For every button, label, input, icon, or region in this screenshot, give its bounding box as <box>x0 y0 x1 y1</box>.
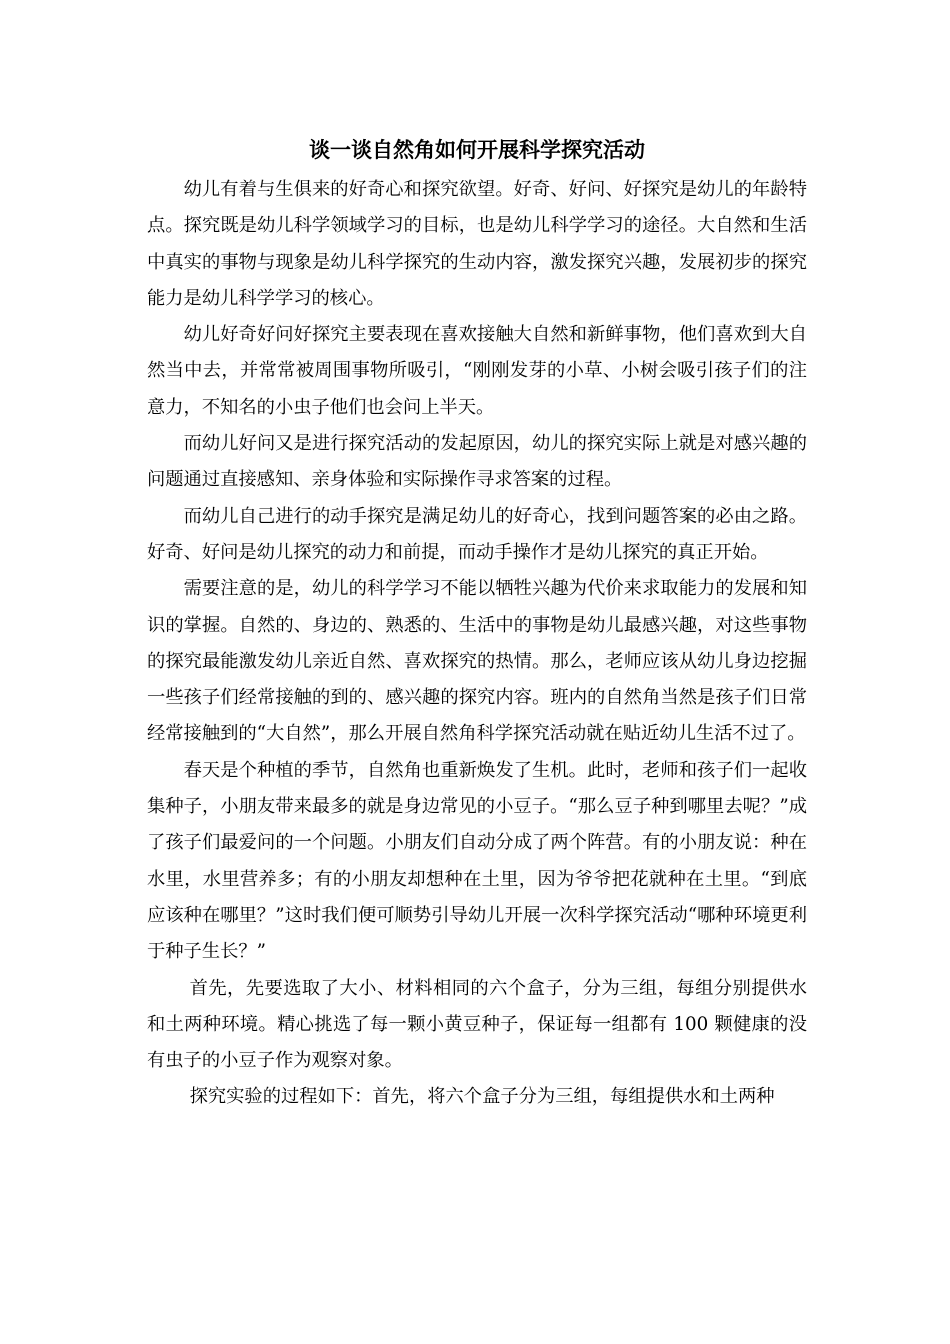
paragraph-6: 春天是个种植的季节，自然角也重新焕发了生机。此时，老师和孩子们一起收集种子，小朋友带来最多的就是身边常见的小豆子。“那么豆子种到哪里去呢？”成了孩子们最爱问的一个问题。小朋友们自动分成了两个阵营。有的小朋友说：种在水里，水里营养多；有的小朋友却想种在土里，因为爷爷把花就种在土里。“到底应该种在哪里？”这时我们便可顺势引导幼儿开展一次科学探究活动“哪种环境更利于种子生长？” <box>147 759 807 963</box>
paragraph-5: 需要注意的是，幼儿的科学学习不能以牺牲兴趣为代价来求取能力的发展和知识的掌握。自然的、身边的、熟悉的、生活中的事物是幼儿最感兴趣，对这些事物的探究最能激发幼儿亲近自然、喜欢探究的热情。那么，老师应该从幼儿身边挖掘一些孩子们经常接触的到的、感兴趣的探究内容。班内的自然角当然是孩子们日常经常接触到的“大自然”，那么开展自然角科学探究活动就在贴近幼儿生活不过了。 <box>147 578 807 745</box>
paragraph-8: 探究实验的过程如下：首先，将六个盒子分为三组，每组提供水和土两种 <box>189 1086 775 1108</box>
paragraph-3: 而幼儿好问又是进行探究活动的发起原因，幼儿的探究实际上就是对感兴趣的问题通过直接感知、亲身体验和实际操作寻求答案的过程。 <box>147 433 807 491</box>
document-title: 谈一谈自然角如何开展科学探究活动 <box>309 137 645 162</box>
paragraph-4: 而幼儿自己进行的动手探究是满足幼儿的好奇心，找到问题答案的必由之路。好奇、好问是幼儿探究的动力和前提，而动手操作才是幼儿探究的真正开始。 <box>147 505 807 563</box>
document-body <box>147 172 807 1116</box>
paragraph-1: 幼儿有着与生俱来的好奇心和探究欲望。好奇、好问、好探究是幼儿的年龄特点。探究既是幼儿科学领域学习的目标，也是幼儿科学学习的途径。大自然和生活中真实的事物与现象是幼儿科学探究的生动内容，激发探究兴趣，发展初步的探究能力是幼儿科学学习的核心。 <box>147 179 807 309</box>
paragraph-2: 幼儿好奇好问好探究主要表现在喜欢接触大自然和新鲜事物，他们喜欢到大自然当中去，并常常被周围事物所吸引，“刚刚发芽的小草、小树会吸引孩子们的注意力，不知名的小虫子他们也会问上半天。 <box>147 324 807 418</box>
paragraph-7: 首先，先要选取了大小、材料相同的六个盒子，分为三组，每组分别提供水和土两种环境。精心挑选了每一颗小黄豆种子，保证每一组都有 100 颗健康的没有虫子的小豆子作为观察对象。 <box>147 977 807 1072</box>
